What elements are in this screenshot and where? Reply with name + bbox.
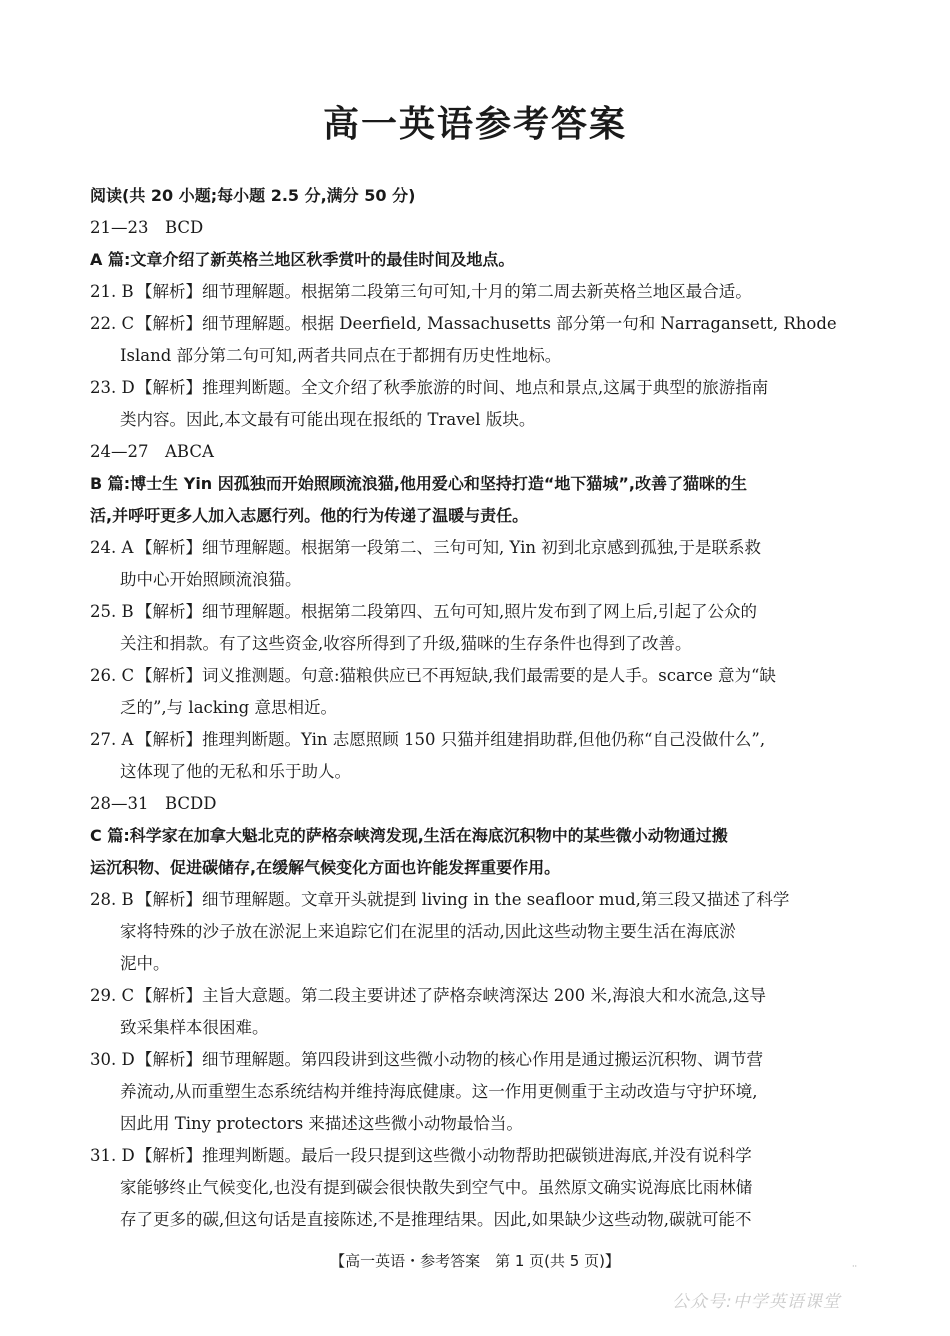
- analysis-tag: 【解析】: [136, 1146, 202, 1165]
- analysis-line: 泥中。: [120, 954, 170, 973]
- question-number: 22. C: [90, 314, 135, 333]
- analysis-line: 细节理解题。文章开头就提到 living in the seafloor mud,第三段又描述了科学: [202, 890, 790, 909]
- answer-range: 24—27 ABCA: [90, 442, 214, 461]
- question-number: 30. D: [90, 1050, 135, 1069]
- question-number: 25. B: [90, 602, 134, 621]
- analysis-tag: 【解析】: [136, 538, 202, 557]
- analysis-line: 存了更多的碳,但这句话是直接陈述,不是推理结果。因此,如果缺少这些动物,碳就可能不: [120, 1210, 752, 1229]
- analysis-tag: 【解析】: [136, 730, 202, 749]
- answer-item: [90, 1044, 865, 1076]
- question-number: 27. A: [90, 730, 134, 749]
- analysis-tag: 【解析】: [136, 602, 202, 621]
- analysis-line: 养流动,从而重塑生态系统结构并维持海底健康。这一作用更侧重于主动改造与守护环境,: [120, 1082, 758, 1101]
- analysis-line: 助中心开始照顾流浪猫。: [120, 570, 302, 589]
- answer-item: [90, 308, 865, 340]
- answer-range: 28—31 BCDD: [90, 794, 217, 813]
- analysis-line: Island 部分第二句可知,两者共同点在于都拥有历史性地标。: [120, 346, 562, 365]
- analysis-line: 细节理解题。根据第二段第四、五句可知,照片发布到了网上后,引起了公众的: [202, 602, 757, 621]
- page-title: 高一英语参考答案: [322, 104, 627, 145]
- question-number: 23. D: [90, 378, 135, 397]
- passage-summary-cont: 运沉积物、促进碳储存,在缓解气候变化方面也许能发挥重要作用。: [90, 858, 561, 877]
- answer-item: [90, 884, 865, 916]
- analysis-line: 细节理解题。根据第二段第三句可知,十月的第二周去新英格兰地区最合适。: [202, 282, 752, 301]
- answer-content: [90, 180, 865, 1236]
- analysis-tag: 【解析】: [136, 1050, 202, 1069]
- corner-mark: ··: [852, 1262, 858, 1271]
- analysis-line: 乏的”,与 lacking 意思相近。: [120, 698, 337, 717]
- answer-item: [90, 596, 865, 628]
- analysis-tag: 【解析】: [136, 282, 202, 301]
- question-number: 31. D: [90, 1146, 135, 1165]
- passage-summary: B 篇:博士生 Yin 因孤独而开始照顾流浪猫,他用爱心和坚持打造“地下猫城”,改善了猫咪的生: [90, 474, 747, 493]
- analysis-line: 词义推测题。句意:猫粮供应已不再短缺,我们最需要的是人手。scarce 意为“缺: [202, 666, 776, 685]
- analysis-line: 细节理解题。根据第一段第二、三句可知, Yin 初到北京感到孤独,于是联系救: [202, 538, 761, 557]
- answer-item: [90, 660, 865, 692]
- question-number: 26. C: [90, 666, 135, 685]
- question-number: 28. B: [90, 890, 134, 909]
- passage-summary-cont: 活,并呼吁更多人加入志愿行列。他的行为传递了温暖与责任。: [90, 506, 529, 525]
- analysis-tag: 【解析】: [136, 314, 202, 333]
- answer-item: [90, 980, 865, 1012]
- passage-summary: A 篇:文章介绍了新英格兰地区秋季赏叶的最佳时间及地点。: [90, 250, 515, 269]
- analysis-tag: 【解析】: [136, 378, 202, 397]
- analysis-tag: 【解析】: [136, 986, 202, 1005]
- section-heading: 阅读(共 20 小题;每小题 2.5 分,满分 50 分): [90, 186, 416, 205]
- analysis-line: 家能够终止气候变化,也没有提到碳会很快散失到空气中。虽然原文确实说海底比雨林储: [120, 1178, 753, 1197]
- analysis-line: 这体现了他的无私和乐于助人。: [120, 762, 351, 781]
- answer-item: [90, 532, 865, 564]
- answer-item: [90, 724, 865, 756]
- analysis-line: 细节理解题。根据 Deerfield, Massachusetts 部分第一句和 Narragansett, Rhode: [202, 314, 837, 333]
- analysis-line: 类内容。因此,本文最有可能出现在报纸的 Travel 版块。: [120, 410, 536, 429]
- question-number: 24. A: [90, 538, 134, 557]
- answer-item: [90, 1140, 865, 1172]
- analysis-tag: 【解析】: [136, 890, 202, 909]
- analysis-line: 推理判断题。最后一段只提到这些微小动物帮助把碳锁进海底,并没有说科学: [202, 1146, 752, 1165]
- watermark: 公众号:中学英语课堂: [672, 1292, 841, 1312]
- analysis-line: 推理判断题。全文介绍了秋季旅游的时间、地点和景点,这属于典型的旅游指南: [202, 378, 769, 397]
- answer-item: [90, 276, 865, 308]
- analysis-line: 致采集样本很困难。: [120, 1018, 269, 1037]
- analysis-tag: 【解析】: [136, 666, 202, 685]
- analysis-line: 因此用 Tiny protectors 来描述这些微小动物最恰当。: [120, 1114, 523, 1133]
- passage-summary: C 篇:科学家在加拿大魁北克的萨格奈峡湾发现,生活在海底沉积物中的某些微小动物通过搬: [90, 826, 728, 845]
- analysis-line: 推理判断题。Yin 志愿照顾 150 只猫并组建捐助群,但他仍称“自己没做什么”,: [202, 730, 766, 749]
- analysis-line: 家将特殊的沙子放在淤泥上来追踪它们在泥里的活动,因此这些动物主要生活在海底淤: [120, 922, 736, 941]
- answer-range: 21—23 BCD: [90, 218, 204, 237]
- page-footer: 【高一英语・参考答案 第 1 页(共 5 页)】: [330, 1252, 620, 1270]
- question-number: 29. C: [90, 986, 135, 1005]
- question-number: 21. B: [90, 282, 134, 301]
- analysis-line: 细节理解题。第四段讲到这些微小动物的核心作用是通过搬运沉积物、调节营: [202, 1050, 763, 1069]
- analysis-line: 关注和捐款。有了这些资金,收容所得到了升级,猫咪的生存条件也得到了改善。: [120, 634, 692, 653]
- answer-item: [90, 372, 865, 404]
- analysis-line: 主旨大意题。第二段主要讲述了萨格奈峡湾深达 200 米,海浪大和水流急,这导: [202, 986, 766, 1005]
